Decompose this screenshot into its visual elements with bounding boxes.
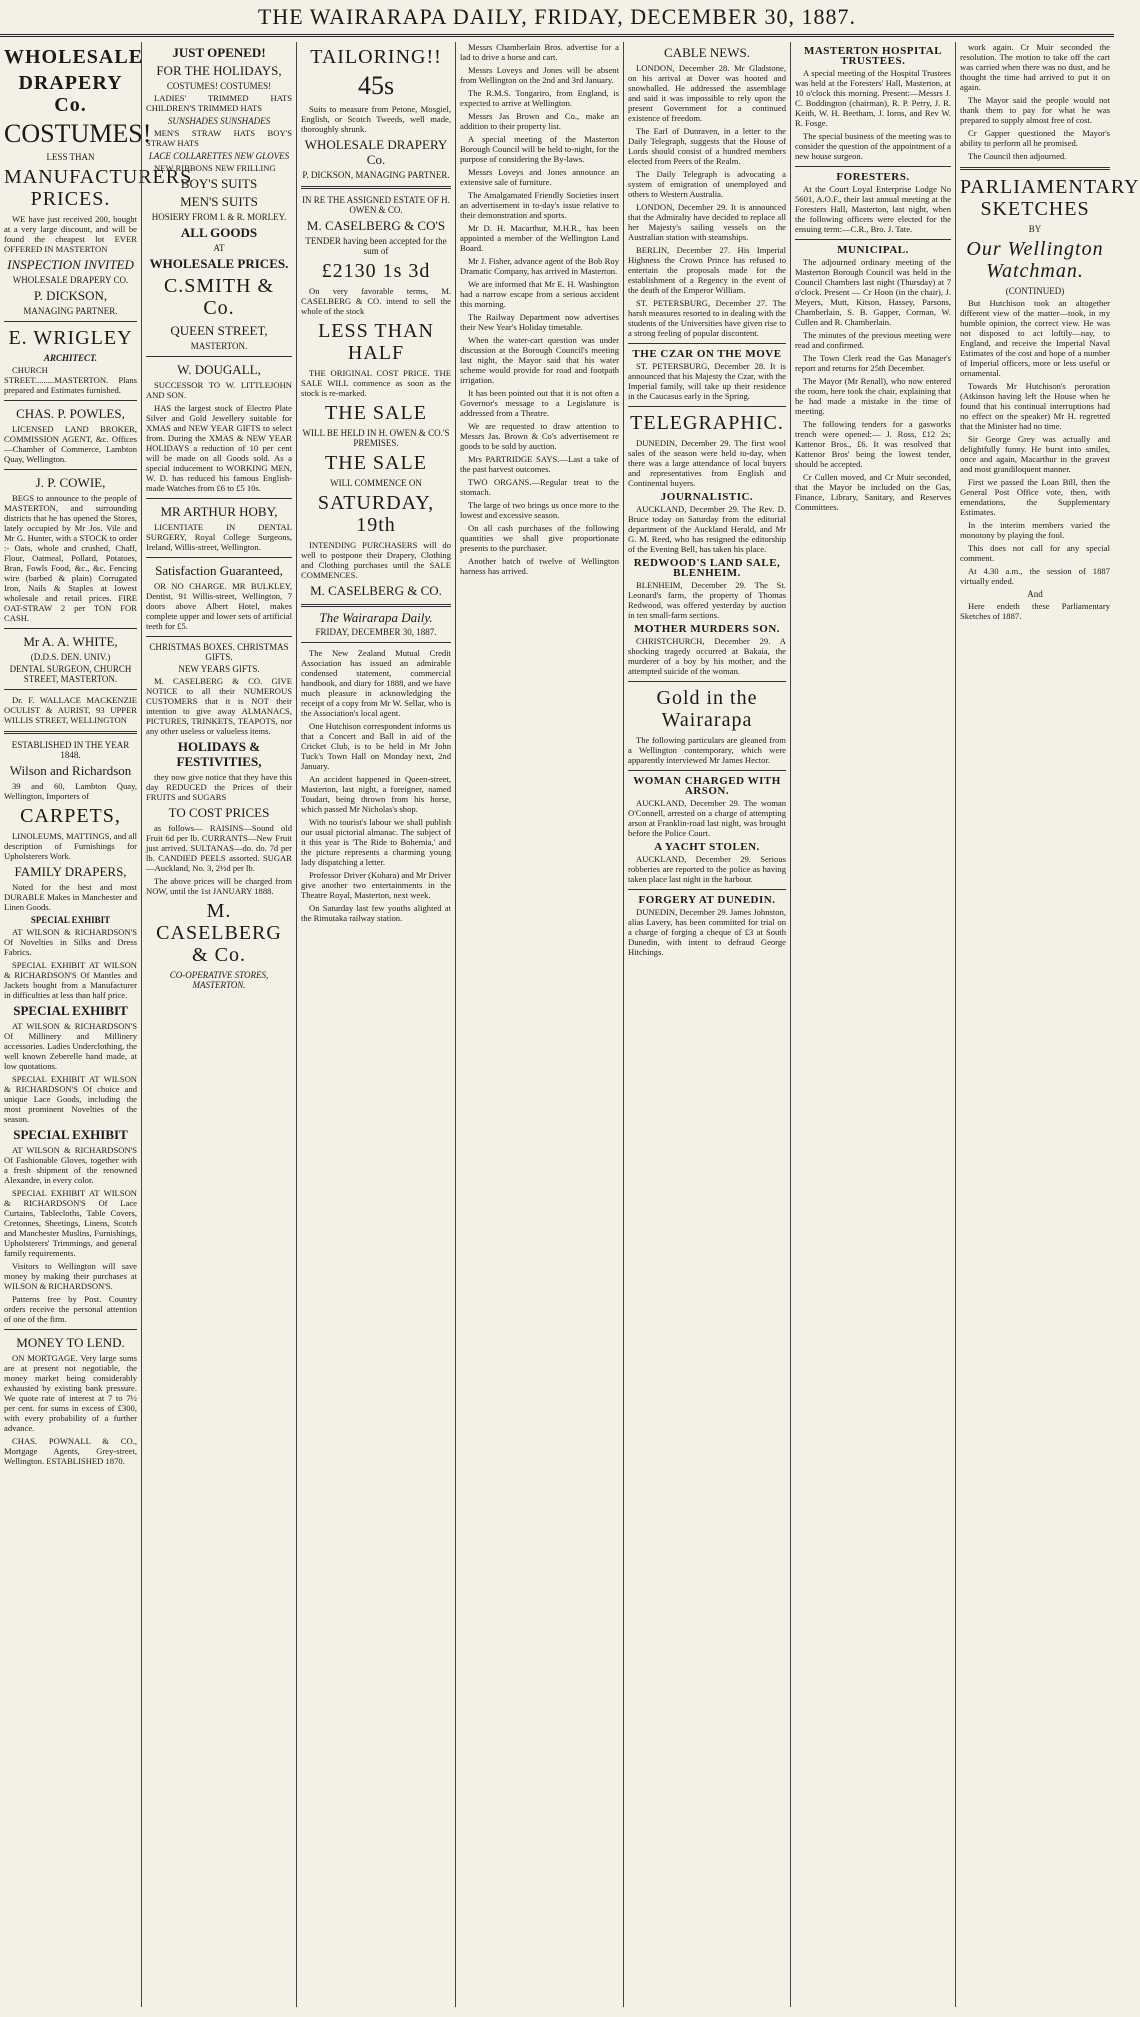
article-text: The minutes of the previous meeting were read and confirmed. <box>795 330 951 350</box>
column-5 <box>623 42 790 2007</box>
article-text: One Hutchison correspondent informs us that a Concert and Ball in aid of the Cricket Club, is to be held in Mr John Tuck's Town Hall on Monday next, 2nd January. <box>301 721 451 771</box>
article-text: Towards Mr Hutchison's peroration (Atkinson having left the House when he found that his continual interruptions had no effect on the speaker) Mr H. regretted that the Minister had no time. <box>960 381 1110 431</box>
divider <box>628 889 786 890</box>
ad-heading: W. DOUGALL, <box>177 362 261 377</box>
ad-subheading: WILL COMMENCE ON <box>330 478 422 488</box>
article-text: On all cash purchases of the following quantities we shall give proportionate presents to the purchaser. <box>460 523 619 553</box>
ad-heading: WHOLESALE DRAPERY Co. <box>304 137 448 167</box>
ad-text: NEW RIBBONS NEW FRILLING <box>154 163 276 173</box>
ad-text: SPECIAL EXHIBIT AT WILSON & RICHARDSON'S Of Mantles and Jackets bought from a Manufacturer in difficulties at less than half price. <box>4 960 137 1000</box>
article-text: LONDON, December 29. It is announced that the Admiralty have decided to replace all her Majesty's sailing vessels on the Australian station with steamships. <box>628 202 786 242</box>
divider <box>795 239 951 240</box>
article-text: First we passed the Loan Bill, then the General Post Office vote, then, with emendations, the Supplementary Estimates. <box>960 477 1110 517</box>
article-text: With no tourist's labour we shall publish our usual pictorial almanac. The subject of it this year is 'The Ride to Bohemia,' and the picture represents a charming young lady dispatching a letter. <box>301 817 451 867</box>
ad-text: LADIES' TRIMMED HATS CHILDREN'S TRIMMED HATS <box>146 93 292 113</box>
column-3 <box>296 42 455 2007</box>
ad-text: CHURCH STREET.........MASTERTON. Plans prepared and Estimates furnished. <box>4 365 137 395</box>
divider <box>960 167 1110 170</box>
article-text: The Town Clerk read the Gas Manager's report and returns for 25th December. <box>795 353 951 373</box>
divider <box>628 770 786 771</box>
article-text: Here endeth these Parliamentary Sketches of 1887. <box>960 601 1110 621</box>
article-text: At 4.30 a.m., the session of 1887 virtually ended. <box>960 566 1110 586</box>
ad-heading: Wilson and Richardson <box>9 763 132 778</box>
article-text: On Saturday last few youths alighted at the Rimutaka railway station. <box>301 903 451 923</box>
ad-text: Dr. F. WALLACE MACKENZIE OCULIST & AURIST, 93 UPPER WILLIS STREET, WELLINGTON <box>4 695 137 725</box>
section-heading: A YACHT STOLEN. <box>654 841 760 853</box>
ad-heading: C.SMITH & Co. <box>163 275 275 319</box>
section-heading: MASTERTON HOSPITAL TRUSTEES. <box>803 45 943 67</box>
ad-heading: E. WRIGLEY <box>8 327 133 349</box>
article-text: AUCKLAND, December 29. The woman O'Connell, arrested on a charge of attempting arson at Franklin-road last night, was brought before the Police Court. <box>628 798 786 838</box>
article-text: The Railway Department now advertises their New Year's Holiday timetable. <box>460 312 619 332</box>
article-text: Mr D. H. Macarthur, M.H.R., has been appointed a member of the Wellington Land Board. <box>460 223 619 253</box>
divider <box>628 406 786 407</box>
ad-subheading: SUNSHADES SUNSHADES <box>167 116 271 126</box>
ad-text: INTENDING PURCHASERS will do well to postpone their Drapery, Clothing and Clothing purchases until the SALE COMMENCES. <box>301 540 451 580</box>
ad-heading: QUEEN STREET, <box>170 323 268 338</box>
ad-subheading: DENTAL SURGEON, CHURCH STREET, MASTERTON. <box>9 664 132 684</box>
ad-heading: INSPECTION INVITED <box>7 257 134 272</box>
ad-heading: TO COST PRICES <box>168 805 270 820</box>
article-text: The Council then adjourned. <box>968 151 1067 161</box>
ad-heading: THE SALE <box>325 452 427 474</box>
article-text: Mrs PARTRIDGE SAYS.—Last a take of the past harvest outcomes. <box>460 454 619 474</box>
ad-heading: BOY'S SUITS <box>180 176 258 191</box>
article-text: A special meeting of the Hospital Trustees was held at the Foresters' Hall, Masterton, at 10 o'clock this morning. Present:—Messrs J. C. Boddington (chairman), R. P. Perry, J. R. Keith, W. H. Beetham, J. Iorns, and Rev W. R. Fosge. <box>795 68 951 128</box>
ad-heading: LESS THAN HALF <box>318 320 434 364</box>
divider <box>4 400 137 401</box>
article-text: The Amalgamated Friendly Societies insert an advertisement in to-day's issue relative to their demonstration and sports. <box>460 190 619 220</box>
ad-text: HAS the largest stock of Electro Plate Silver and Gold Jewellery suitable for XMAS and NEW YEAR GIFTS to select from. During the XMAS & NEW YEAR HOLIDAYS a reduction of 10 per cent will be made on all Goods sold. As a special inducement to WORKING MEN, W. D. has reduced his famous English-made Watches from £6 to £5 10s. <box>146 403 292 493</box>
article-text: Professor Driver (Kohara) and Mr Driver give another two entertainments in the Theatre Royal, Masterton, next week. <box>301 870 451 900</box>
issue-date: FRIDAY, DECEMBER 30, 1887. <box>315 627 437 637</box>
ad-text: WE have just received 200, bought at a very large discount, and will be found the cheapest lot EVER OFFERED IN MASTERTON <box>4 214 137 254</box>
ad-heading: SPECIAL EXHIBIT <box>13 1127 128 1142</box>
divider <box>146 557 292 558</box>
ad-subheading: COSTUMES! COSTUMES! <box>166 81 272 91</box>
article-text: DUNEDIN, December 29. The first wool sales of the season were held to-day, when there was a large attendance of local buyers and representatives from English and Continental buyers. <box>628 438 786 488</box>
ad-text: OR NO CHARGE. MR BULKLEY, Dentist, 91 Willis-street, Wellington, 7 doors above Albert Hotel, makes complete upper and lower sets of artificial teeth for £5. <box>146 581 292 631</box>
divider <box>301 642 451 643</box>
ad-subheading: HOSIERY FROM I. & R. MORLEY. <box>151 212 287 222</box>
article-text: The following particulars are gleaned from a Wellington contemporary, which were apparently interviewed Mr James Hector. <box>628 735 786 765</box>
divider <box>4 689 137 690</box>
article-text: CHRISTCHURCH, December 29. A shocking tragedy occurred at Bakaia, the murderer of a boy by his mother, and the attempted suicide of the woman. <box>628 636 786 676</box>
divider <box>301 604 451 607</box>
ad-text: LICENSED LAND BROKER, COMMISSION AGENT, &c. Offices—Chamber of Commerce, Lambton Quay, Wellington. <box>4 424 137 464</box>
ad-subheading: MASTERTON. <box>190 341 248 351</box>
article-text: LONDON, December 28. Mr Gladstone, on his arrival at Dover was hooted and snowballed. He addressed the assemblage and said it was impossible to rely upon the present Government for a continued existence of freedom. <box>628 63 786 123</box>
ad-signature: MANAGING PARTNER. <box>23 306 118 316</box>
ad-subheading: LESS THAN <box>46 152 95 162</box>
article-text: The R.M.S. Tongariro, from England, is expected to arrive at Wellington. <box>460 88 619 108</box>
article-text: AUCKLAND, December 29. The Rev. D. Bruce today on Saturday from the editorial department of the Auckland Herald, and Mr G. M. Reed, who has resigned the editorship of the Evening Bell, has taken his place. <box>628 504 786 554</box>
divider <box>628 681 786 682</box>
ad-text: Noted for the best and most DURABLE Makes in Manchester and Linen Goods. <box>4 882 137 912</box>
ad-text: MEN'S STRAW HATS BOY'S STRAW HATS <box>146 128 292 148</box>
ad-subheading: IN RE THE ASSIGNED ESTATE OF H. OWEN & CO. <box>302 195 450 215</box>
ad-heading: FAMILY DRAPERS, <box>14 864 127 879</box>
divider <box>301 186 451 189</box>
article-text: work again. Cr Muir seconded the resolution. The motion to take off the cart was carried when there was no dust, and he thought the time had arrived to put it on again. <box>960 42 1110 92</box>
ad-subheading: AT <box>213 243 225 253</box>
newspaper-title: The Wairarapa Daily. <box>319 610 433 625</box>
divider <box>4 731 137 734</box>
ad-heading: J. P. COWIE, <box>35 475 106 490</box>
ad-heading: TAILORING!! <box>310 46 442 68</box>
column-2 <box>141 42 296 2007</box>
article-text: The adjourned ordinary meeting of the Masterton Borough Council was held in the Council Chambers last night (Thursday) at 7 o'clock. Present — Cr Hoon (in the chair), J. Meyers, Mutt, Kitson, Hassey, Parsons, Chamberlain, S. B. Gapper, Corman, W. Cullen and R. Chamberlain. <box>795 257 951 327</box>
ad-heading: MANUFACTURERS PRICES. <box>4 166 193 210</box>
masthead-title: THE WAIRARAPA DAILY, FRIDAY, DECEMBER 30, 1887. <box>257 4 857 29</box>
article-text: The special business of the meeting was to consider the question of the appointment of a new house surgeon. <box>795 131 951 161</box>
ad-subheading: WILL BE HELD IN H. OWEN & CO.'S PREMISES. <box>302 428 450 448</box>
article-text: ST. PETERSBURG, December 28. It is announced that his Majesty the Czar, with the Imperial family, will take up their residence in the Caucasus early in the Spring. <box>628 361 786 401</box>
article-text: Another batch of twelve of Wellington harness has arrived. <box>460 556 619 576</box>
divider <box>146 498 292 499</box>
article-text: AUCKLAND, December 29. Serious robberies are reported to the police as having taken place last night in the harbour. <box>628 854 786 884</box>
section-heading: TELEGRAPHIC. <box>630 412 784 434</box>
article-text: The large of two brings us once more to the lowest and excessive season. <box>460 500 619 520</box>
article-text: We are informed that Mr E. H. Washington had a narrow escape from a serious accident this morning. <box>460 279 619 309</box>
section-heading: MOTHER MURDERS SON. <box>633 623 781 635</box>
ad-heading: 45s <box>357 71 395 100</box>
ad-text: Suits to measure from Petone, Mosgiel, English, or Scotch Tweeds, well made, thoroughly shrunk. <box>301 104 451 134</box>
ad-subheading: CO-OPERATIVE STORES, MASTERTON. <box>169 970 269 990</box>
ad-text: SPECIAL EXHIBIT AT WILSON & RICHARDSON'S Of Lace Curtains, Tablecloths, Table Covers, Cretonnes, Sheetings, Linens, Scotch and Manchester Muslins, Furnishings, Upholsterers' Trimmings, and general family requirements. <box>4 1188 137 1258</box>
article-text: The Earl of Dunraven, in a letter to the Daily Telegraph, suggests that the House of Lords should consist of a hundred members elected from Peers of the Realm. <box>628 126 786 166</box>
ad-heading: £2130 1s 3d <box>321 260 431 282</box>
ad-heading: HOLIDAYS & FESTIVITIES, <box>176 739 262 769</box>
ad-subheading: TENDER having been accepted for the sum of <box>305 236 447 256</box>
ad-heading: WHOLESALE PRICES. <box>149 256 289 271</box>
ad-text: THE ORIGINAL COST PRICE. THE SALE WILL commence as soon as the stock is re-marked. <box>301 368 451 398</box>
article-text: The following tenders for a gasworks trench were opened:— J. Ross, £12 2s; Kattenor Bros., £6. It was resolved that Kattenor Bros' being the lowest tender, should be accepted. <box>795 419 951 469</box>
article-text: We are requested to draw attention to Messrs Jas. Brown & Co's advertisement re goods to be sold by auction. <box>460 421 619 451</box>
ad-heading: THE SALE <box>325 402 427 424</box>
ad-heading: SPECIAL EXHIBIT <box>13 1003 128 1018</box>
ad-text: ON MORTGAGE. Very large sums are at present not negotiable, the money market being considerably exhausted by existing bank pressure. We quote rate of interest at 7 to 7½ per cent. for sums in excess of £300, with every probability of a further advance. <box>4 1353 137 1433</box>
article-text: Cr Cullen moved, and Cr Muir seconded, that the Mayor be included on the Gas, Finance, Library, Sanitary, and Reserves Committees. <box>795 472 951 512</box>
ad-text: On very favorable terms, M. CASELBERG & CO. intend to sell the whole of the stock <box>301 286 451 316</box>
article-text: And <box>1027 589 1043 599</box>
article-text: DUNEDIN, December 29. James Johnston, alias Lavery, has been committed for trial on a charge of forging a cheque of £3 at South Dunedin, with intent to defraud George Hitchings. <box>628 907 786 957</box>
section-heading: Gold in the Wairarapa <box>656 687 758 731</box>
ad-heading: FOR THE HOLIDAYS, <box>156 63 282 78</box>
ad-heading: CARPETS, <box>20 805 121 827</box>
section-heading: WOMAN CHARGED WITH ARSON. <box>633 775 781 797</box>
ad-heading: ALL GOODS <box>180 225 258 240</box>
ad-heading: MEN'S SUITS <box>180 194 258 209</box>
article-text: ST. PETERSBURG, December 27. The harsh measures resorted to in dealing with the students of the Universities have given rise to a strong feeling of popular discontent. <box>628 298 786 338</box>
section-heading: FORGERY AT DUNEDIN. <box>638 894 776 906</box>
ad-heading: COSTUMES! <box>4 119 152 148</box>
ad-subheading: LACE COLLARETTES NEW GLOVES <box>148 151 290 161</box>
article-text: Messrs Loveys and Jones announce an extensive sale of furniture. <box>460 167 619 187</box>
column-4 <box>455 42 623 2007</box>
article-text: At the Court Loyal Enterprise Lodge No 5601, A.O.F., their last annual meeting at the Foresters Hall, Masterton, last night, when the following officers were elected for the ensuing term:—C.R., Bro. J. Tate. <box>795 184 951 234</box>
ad-text: LICENTIATE IN DENTAL SURGERY, Royal College Surgeons, Ireland, Willis-street, Wellington. <box>146 522 292 552</box>
article-text: In the interim members varied the monotony by playing the fool. <box>960 520 1110 540</box>
article-text: The Mayor said the people would not thank them to pay for what he was prepared to supply almost free of cost. <box>960 95 1110 125</box>
ad-heading: SATURDAY, 19th <box>317 492 435 536</box>
ad-text: M. CASELBERG & CO. GIVE NOTICE to all their NUMEROUS CUSTOMERS that it is NOT their intention to give away ALMANACS, PICTURES, TRINKETS, TEAPOTS, nor any other useless or valueless items. <box>146 676 292 736</box>
ad-heading: CHAS. P. POWLES, <box>16 406 125 421</box>
divider <box>795 166 951 167</box>
ad-signature: WHOLESALE DRAPERY CO. <box>12 275 129 285</box>
article-text: BLENHEIM, December 29. The St. Leonard's farm, the property of Thomas Redwood, was offered yesterday by auction in ten small-farm sections. <box>628 580 786 620</box>
ad-text: BEGS to announce to the people of MASTERTON, and surrounding districts that he has opened the Stores, lately occupied by Mr Jos. Vile and Mr G. Hunter, with a STOCK to order :- Oats, whole and crushed, Chaff, Flour, Oatmeal, Pollard, Potatoes, Bran, Fowls Food, &c., &c. Fencing wire (barbed & plain) Corrugated Iron, Nails & Staples at lowest wholesale and retail prices. FIRE OAT-STRAW 2 per TON FOR CASH. <box>4 493 137 623</box>
ad-text: 39 and 60, Lambton Quay, Wellington, Importers of <box>4 781 137 801</box>
article-text: Sir George Grey was actually and delightfully funny. He burst into smiles, once and again, Macarthur in the gravest and most grandiloquent manner. <box>960 434 1110 474</box>
divider <box>4 1329 137 1330</box>
article-text: Mr J. Fisher, advance agent of the Bob Roy Dramatic Company, has arrived in Masterton. <box>460 256 619 276</box>
ad-text: CHAS. POWNALL & CO., Mortgage Agents, Grey-street, Wellington. ESTABLISHED 1870. <box>4 1436 137 1466</box>
byline: (CONTINUED) <box>1005 286 1065 296</box>
ad-text: they now give notice that they have this day REDUCED the Prices of their FRUITS and SUGARS <box>146 772 292 802</box>
ad-text: Patterns free by Post. Country orders receive the personal attention of one of the firm. <box>4 1294 137 1324</box>
ad-text: Visitors to Wellington will save money by making their purchases at WILSON & RICHARDSON'S. <box>4 1261 137 1291</box>
ad-heading: DRAPERY Co. <box>18 72 123 116</box>
section-heading: PARLIAMENTARY SKETCHES <box>960 176 1140 220</box>
column-7 <box>955 42 1140 2007</box>
ad-heading: MR ARTHUR HOBY, <box>160 504 278 519</box>
article-text: Cr Gapper questioned the Mayor's ability to perform all he promised. <box>960 128 1110 148</box>
column-1 <box>0 42 193 2007</box>
ad-heading: P. DICKSON, <box>33 288 108 303</box>
ad-subheading: ESTABLISHED IN THE YEAR 1848. <box>11 740 130 760</box>
article-text: The Daily Telegraph is advocating a system of emigration of unemployed and others to Western Australia. <box>628 169 786 199</box>
article-text: Messrs Chamberlain Bros. advertise for a lad to drive a horse and cart. <box>460 42 619 62</box>
ad-subheading: CHRISTMAS BOXES. CHRISTMAS GIFTS. <box>149 642 289 662</box>
ad-subheading: P. DICKSON, MANAGING PARTNER. <box>302 170 450 180</box>
ad-text: AT WILSON & RICHARDSON'S Of Novelties in Silks and Dress Fabrics. <box>4 927 137 957</box>
section-heading: REDWOOD'S LAND SALE, BLENHEIM. <box>633 557 781 579</box>
ad-text: SUCCESSOR TO W. LITTLEJOHN AND SON. <box>146 380 292 400</box>
divider <box>4 321 137 322</box>
ad-text: SPECIAL EXHIBIT AT WILSON & RICHARDSON'S Of choice and unique Lace Goods, including the most prominent Novelties of the season. <box>4 1074 137 1124</box>
column-6 <box>790 42 955 2007</box>
article-text: The New Zealand Mutual Credit Association has issued an admirable condensed statement, commercial handbook, and diary for 1888, and we have much pleasure in acknowledging the receipt of a copy from Mr W. Sellar, who is the Association's local agent. <box>301 648 451 718</box>
article-text: This does not call for any special comment. <box>960 543 1110 563</box>
ad-heading: Mr A. A. WHITE, <box>23 634 118 649</box>
section-heading: CABLE NEWS. <box>664 45 750 60</box>
article-text: An accident happened in Queen-street, Masterton, last night, a foreigner, named Toudart, being thrown from his horse, which passed Mr Nicholas's shop. <box>301 774 451 814</box>
ad-text: LINOLEUMS, MATTINGS, and all description of Furnishings for Upholsterers Work. <box>4 831 137 861</box>
article-text: It has been pointed out that it is not often a Governor's message to a Legislature is addressed from a Theatre. <box>460 388 619 418</box>
ad-heading: M. CASELBERG & Co. <box>156 900 282 966</box>
divider <box>146 356 292 357</box>
divider <box>628 343 786 344</box>
section-heading: MUNICIPAL. <box>837 244 909 256</box>
ad-heading: M. CASELBERG & CO'S <box>306 218 446 233</box>
article-text: TWO ORGANS.—Regular treat to the stomach. <box>460 477 619 497</box>
byline: BY <box>1028 224 1042 234</box>
ad-subheading: (D.D.S. DEN. UNIV.) <box>30 652 111 662</box>
ad-heading: M. CASELBERG & CO. <box>310 583 442 598</box>
section-heading: FORESTERS. <box>836 171 910 183</box>
section-heading: THE CZAR ON THE MOVE <box>632 348 782 360</box>
ad-heading: JUST OPENED! <box>172 45 266 60</box>
article-text: Messrs Loveys and Jones will be absent from Wellington on the 2nd and 3rd January. <box>460 65 619 85</box>
divider <box>4 628 137 629</box>
article-text: A special meeting of the Masterton Borough Council will be held to-night, for the purpose of considering the By-laws. <box>460 134 619 164</box>
divider <box>4 469 137 470</box>
article-text: When the water-cart question was under discussion at the Borough Council's meeting last night, the Mayor said that his water scheme would provide for road and footpath irrigation. <box>460 335 619 385</box>
masthead <box>0 0 1114 37</box>
ad-subheading: NEW YEARS GIFTS. <box>178 664 260 674</box>
ad-text: The above prices will be charged from NOW, until the 1st JANUARY 1888. <box>146 876 292 896</box>
ad-text: AT WILSON & RICHARDSON'S Of Fashionable Gloves, together with a fresh shipment of the renowned Alexandre, in every color. <box>4 1145 137 1185</box>
ad-subheading: SPECIAL EXHIBIT <box>30 915 111 925</box>
ad-heading: WHOLESALE <box>4 46 144 68</box>
ad-text: as follows— RAISINS—Sound old Fruit 6d per lb. CURRANTS—New Fruit just arrived. SULTANAS—do. do. 7d per lb. CANDIED PEELS assorted. SUGAR—Auckland, No. 3, 2½d per lb. <box>146 823 292 873</box>
ad-heading: MONEY TO LEND. <box>16 1335 125 1350</box>
byline: Our Wellington Watchman. <box>966 238 1104 282</box>
divider <box>146 636 292 637</box>
article-text: The Mayor (Mr Renall), who now entered the room, here took the chair, explaining that he had made a mistake in the time of meeting. <box>795 376 951 416</box>
article-text: BERLIN, December 27. His Imperial Highness the Crown Prince has refused to entertain the proposals made for the establishment of a Regency in the event of the death of the Emperor William. <box>628 245 786 295</box>
ad-text: AT WILSON & RICHARDSON'S Of Millinery and Millinery accessories. Ladies Underclothing, the well known Zeberelle hand made, at low quotations. <box>4 1021 137 1071</box>
ad-subheading: ARCHITECT. <box>44 353 97 363</box>
article-text: But Hutchison took an altogether different view of the matter—took, in my humble opinion, the correct view. He was not disposed to act loftily—nay, to England, and receive the Imperial Naval Estimates of the cost and hope of a number of Imperial officers, more or less useful or ornamental. <box>960 298 1110 378</box>
article-text: Messrs Jas Brown and Co., make an addition to their property list. <box>460 111 619 131</box>
section-heading: JOURNALISTIC. <box>660 491 754 503</box>
ad-heading: Satisfaction Guaranteed, <box>155 563 283 578</box>
